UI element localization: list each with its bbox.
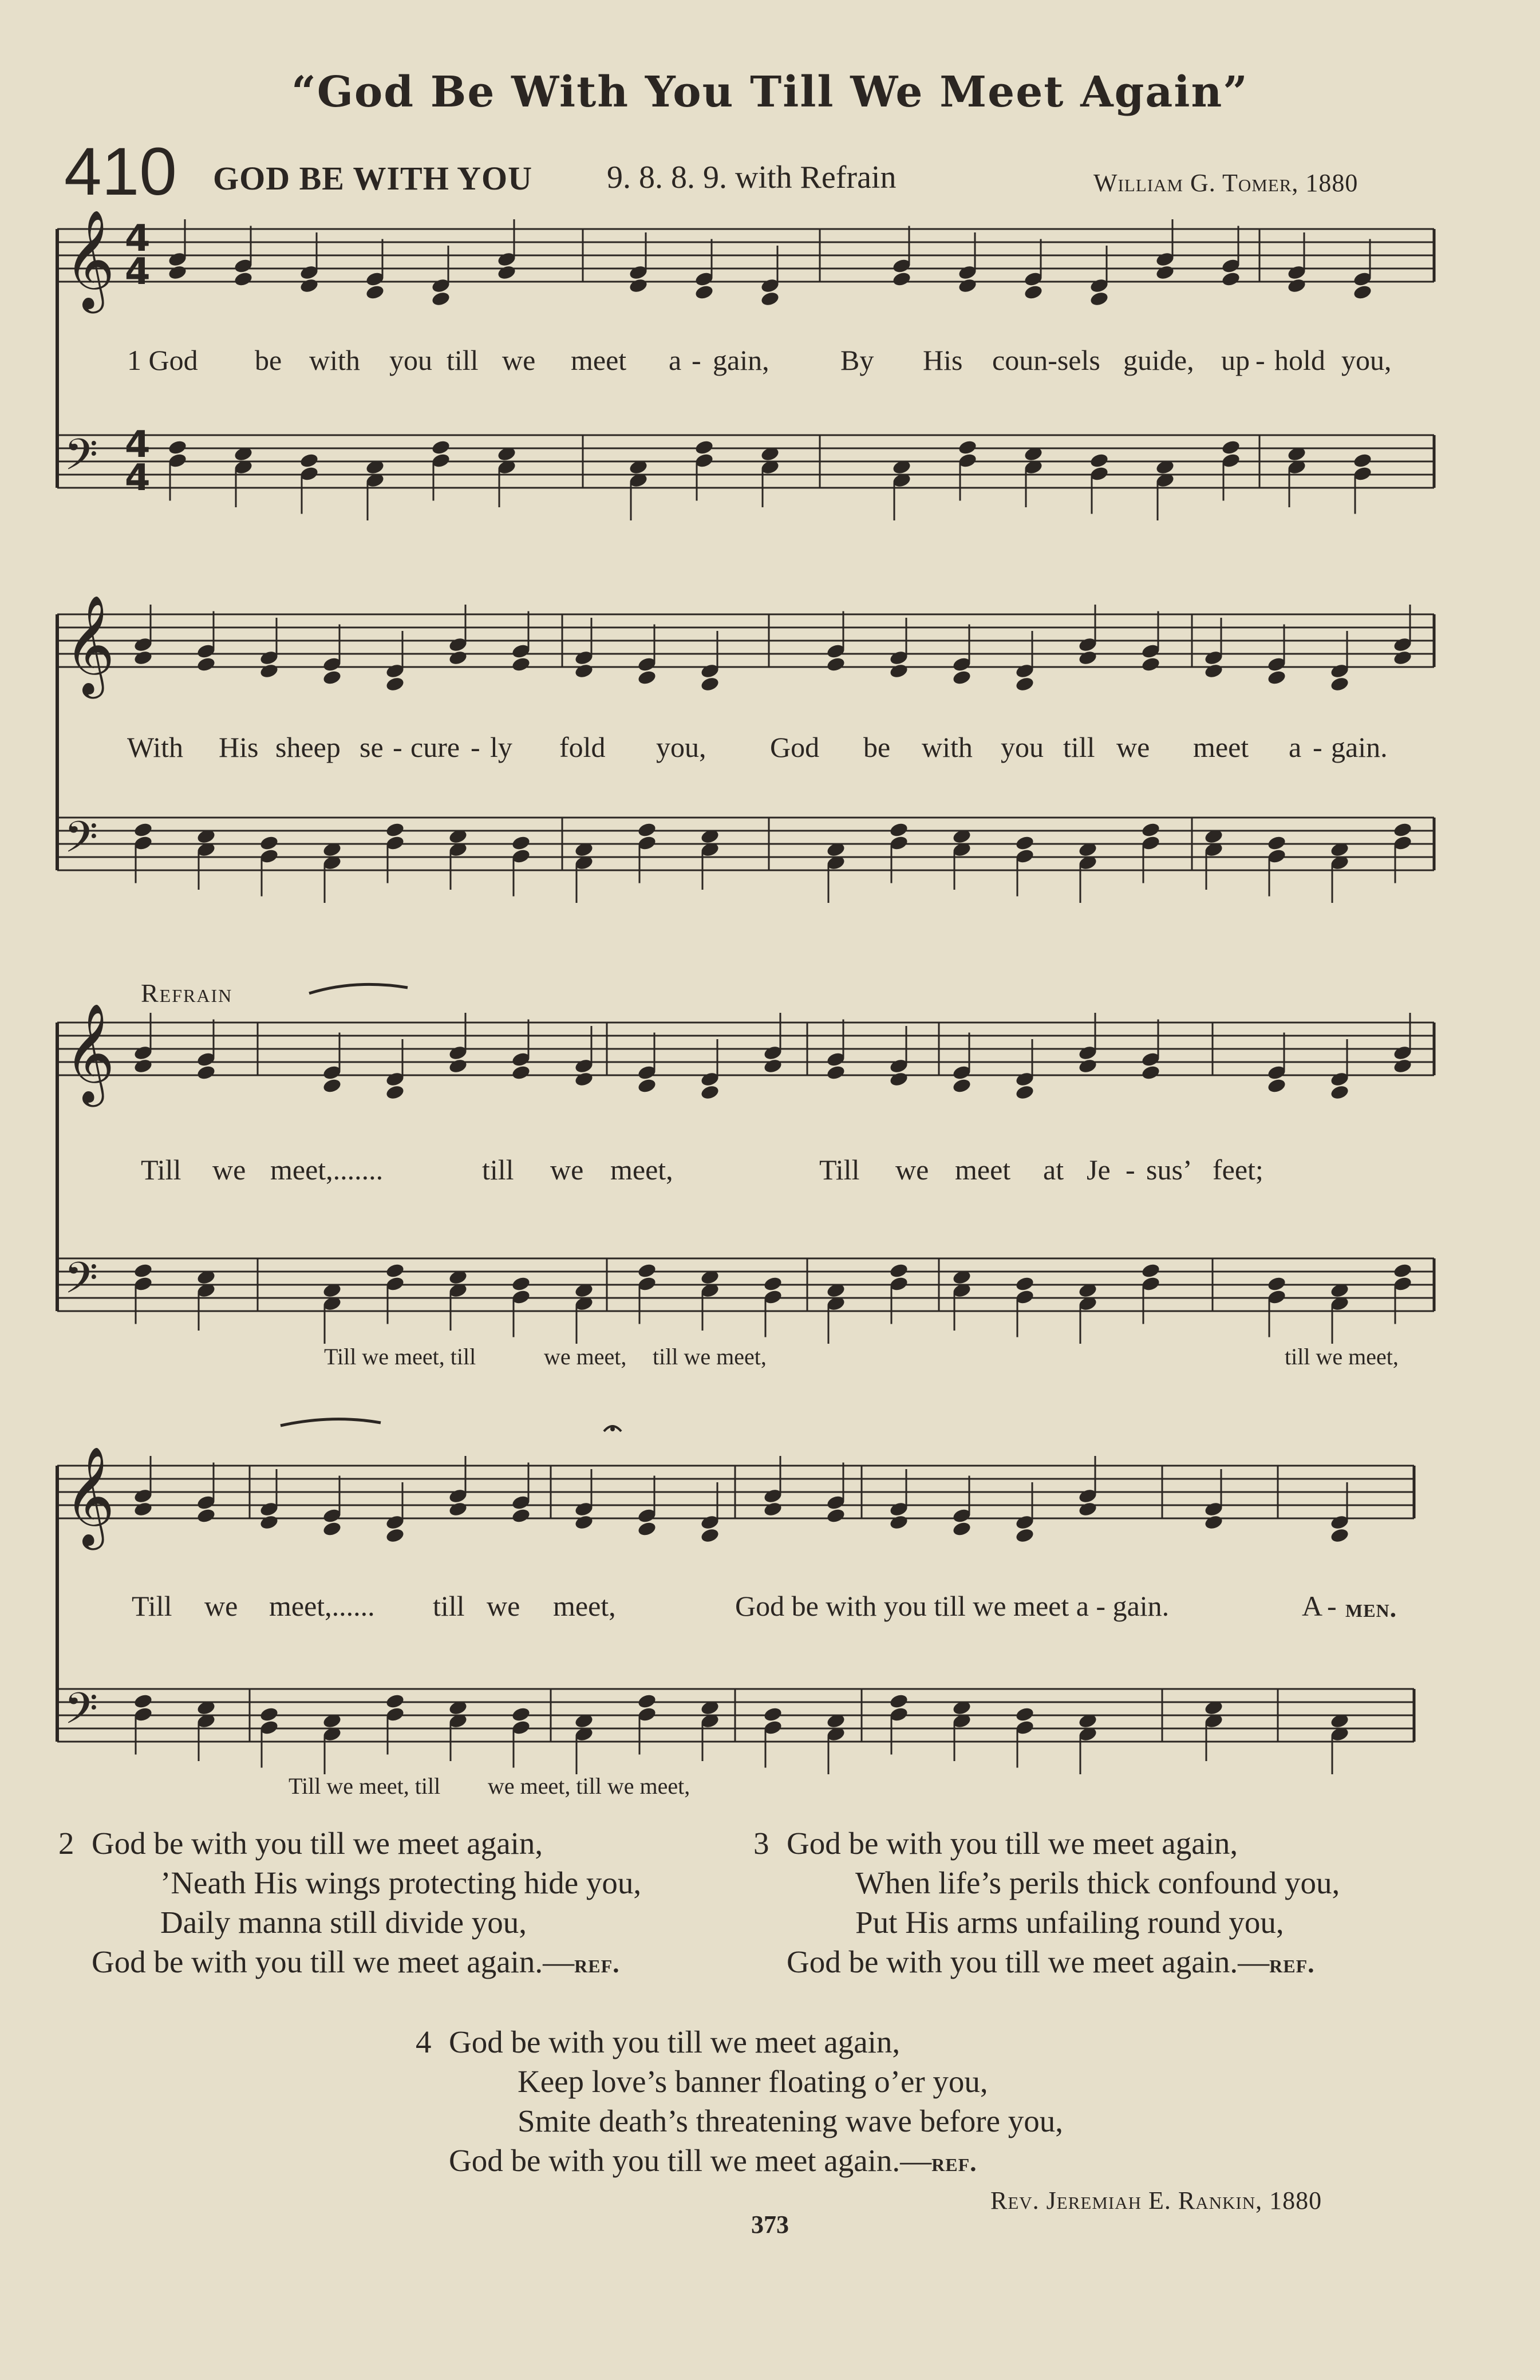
- verse-number: 3: [753, 1826, 769, 1861]
- lyric-syllable: we: [502, 344, 536, 376]
- lyric-syllable: sus’: [1146, 1154, 1192, 1186]
- note-head: [1014, 676, 1034, 692]
- echo-text: till we meet,: [1285, 1344, 1399, 1369]
- note-head: [700, 1084, 720, 1100]
- note-head: [889, 1514, 909, 1530]
- note-head: [385, 676, 405, 692]
- lyric-syllable: coun-sels: [992, 344, 1100, 376]
- note-head: [1392, 822, 1412, 838]
- note-head: [322, 669, 342, 686]
- fermata-dot: [610, 1427, 615, 1431]
- note-head: [574, 1071, 594, 1087]
- note-head: [1077, 1057, 1097, 1074]
- author-credit: Rev. Jeremiah E. Rankin, 1880: [990, 2186, 1322, 2215]
- note-head: [322, 1077, 342, 1094]
- lyric-syllable: we: [550, 1154, 584, 1186]
- note-head: [826, 656, 846, 673]
- lyric-syllable: -: [692, 344, 701, 376]
- verse-line: God be with you till we meet again,: [449, 2024, 901, 2059]
- note-head: [628, 277, 648, 294]
- lyric-syllable: we: [204, 1590, 238, 1622]
- note-head: [167, 439, 187, 456]
- note-head: [1392, 1262, 1412, 1279]
- treble-clef-icon: 𝄞: [64, 1446, 115, 1546]
- lyric-syllable: With: [127, 731, 183, 763]
- lyric-syllable: at: [1043, 1154, 1064, 1186]
- lyric-syllable: cure: [410, 731, 460, 763]
- lyric-syllable: God: [770, 731, 820, 763]
- lyric-syllable: meet,: [553, 1590, 616, 1622]
- refrain-ref: ref.: [1269, 1949, 1315, 1978]
- lyric-syllable: By: [840, 344, 874, 376]
- note-head: [511, 656, 531, 673]
- note-head: [1077, 649, 1097, 666]
- note-head: [133, 1262, 153, 1279]
- note-head: [133, 1693, 153, 1710]
- note-head: [889, 1693, 909, 1710]
- note-head: [763, 1706, 783, 1723]
- lyric-syllable: -: [1327, 1590, 1337, 1622]
- lyric-syllable: we: [487, 1590, 520, 1622]
- note-head: [637, 1262, 657, 1279]
- lyric-syllable: God be with you till we meet a - gain.: [735, 1590, 1170, 1622]
- note-head: [448, 1057, 468, 1074]
- note-head: [496, 264, 516, 281]
- note-head: [637, 822, 657, 838]
- note-head: [1221, 271, 1241, 287]
- bass-clef-icon: 𝄢: [64, 1683, 98, 1744]
- lyric-syllable: -: [1255, 344, 1265, 376]
- note-head: [951, 1521, 972, 1537]
- refrain-label: Refrain: [141, 978, 233, 1008]
- lyric-syllable: till: [433, 1590, 465, 1622]
- lyric-syllable: you,: [656, 731, 706, 763]
- note-head: [574, 662, 594, 679]
- verse-line-text: God be with you till we meet again.—: [787, 1944, 1270, 1979]
- lyric-syllable: we: [1116, 731, 1150, 763]
- note-head: [694, 439, 714, 456]
- lyric-syllable: meet,......: [269, 1590, 375, 1622]
- note-head: [448, 1501, 468, 1517]
- note-head: [1203, 1514, 1223, 1530]
- note-head: [760, 290, 780, 307]
- note-head: [167, 264, 187, 281]
- hymn-number: 410: [64, 134, 177, 210]
- lyric-syllable: guide,: [1123, 344, 1194, 376]
- note-head: [385, 1084, 405, 1100]
- note-head: [1077, 1501, 1097, 1517]
- lyric-syllable: men.: [1345, 1593, 1397, 1623]
- note-head: [1221, 439, 1241, 456]
- note-head: [1286, 277, 1306, 294]
- treble-clef-icon: 𝄞: [64, 595, 115, 694]
- note-head: [365, 284, 385, 301]
- note-head: [694, 284, 714, 301]
- verse-3: [753, 1824, 1340, 1983]
- note-head: [889, 1071, 909, 1087]
- note-head: [637, 1077, 657, 1094]
- lyric-syllable: gain.: [1331, 731, 1388, 763]
- lyric-syllable: gain,: [713, 344, 769, 376]
- note-head: [1023, 284, 1043, 301]
- ts-treble-bottom: 4: [125, 251, 151, 293]
- note-head: [1014, 1527, 1034, 1544]
- note-head: [1266, 669, 1286, 686]
- note-head: [431, 439, 451, 456]
- echo-text: Till we meet, till: [324, 1344, 476, 1369]
- ts-bass-top: 4: [125, 424, 151, 466]
- note-head: [637, 1521, 657, 1537]
- lyric-syllable: A: [1302, 1590, 1323, 1622]
- note-head: [1140, 1262, 1160, 1279]
- note-head: [1014, 1276, 1034, 1292]
- note-head: [448, 649, 468, 666]
- treble-clef-icon: 𝄞: [64, 1003, 115, 1103]
- note-head: [259, 835, 279, 851]
- lyric-syllable: till: [447, 344, 479, 376]
- lyric-syllable: hold: [1274, 344, 1325, 376]
- note-head: [385, 1262, 405, 1279]
- lyric-syllable: feet;: [1213, 1154, 1263, 1186]
- note-head: [763, 1276, 783, 1292]
- lyric-syllable: fold: [559, 731, 606, 763]
- lyric-syllable: Till: [819, 1154, 860, 1186]
- lyric-syllable: till: [1063, 731, 1095, 763]
- bass-clef-icon: 𝄢: [64, 812, 98, 873]
- note-head: [574, 1514, 594, 1530]
- refrain-ref: ref.: [574, 1949, 620, 1978]
- lyric-syllable: meet,.......: [270, 1154, 384, 1186]
- note-head: [133, 822, 153, 838]
- echo-text: Till we meet, till: [289, 1773, 441, 1799]
- verse-line: [92, 1942, 641, 1983]
- note-head: [637, 669, 657, 686]
- lyric-syllable: Till: [141, 1154, 181, 1186]
- lyric-syllable: 1 God: [127, 344, 198, 376]
- echo-text: we meet,: [544, 1344, 627, 1369]
- verse-number: 4: [416, 2024, 432, 2059]
- lyric-syllable: -: [1126, 1154, 1135, 1186]
- note-head: [511, 1064, 531, 1081]
- lyric-syllable: Je: [1087, 1154, 1111, 1186]
- note-head: [299, 452, 319, 469]
- lyric-syllable: you: [1001, 731, 1044, 763]
- note-head: [1266, 835, 1286, 851]
- verse-4: [416, 2022, 1064, 2182]
- note-head: [1266, 1077, 1286, 1094]
- lyric-syllable: ly: [490, 731, 512, 763]
- note-head: [259, 662, 279, 679]
- note-head: [889, 822, 909, 838]
- note-head: [299, 277, 319, 294]
- verse-line: Daily manna still divide you,: [160, 1905, 527, 1940]
- lyric-syllable: meet: [571, 344, 627, 376]
- lyric-syllable: a: [1289, 731, 1302, 763]
- note-head: [1014, 1084, 1034, 1100]
- lyric-syllable: with: [309, 344, 360, 376]
- note-head: [1329, 1527, 1349, 1544]
- composer-credit: William G. Tomer, 1880: [1093, 169, 1359, 197]
- note-head: [511, 1706, 531, 1723]
- note-head: [1329, 1084, 1349, 1100]
- note-head: [889, 1262, 909, 1279]
- verse-2: [58, 1824, 642, 1983]
- lyric-syllable: up: [1221, 344, 1250, 376]
- note-head: [951, 669, 972, 686]
- lyric-syllable: till: [482, 1154, 514, 1186]
- verse-line: ’Neath His wings protecting hide you,: [160, 1865, 642, 1900]
- note-head: [385, 822, 405, 838]
- lyric-syllable: meet: [1193, 731, 1249, 763]
- hymn-title: “God Be With You Till We Meet Again”: [291, 68, 1249, 117]
- ts-treble-top: 4: [125, 218, 151, 260]
- note-head: [763, 1501, 783, 1517]
- echo-text: we meet, till we meet,: [488, 1773, 690, 1799]
- note-head: [133, 1057, 153, 1074]
- ts-bass-bottom: 4: [125, 457, 151, 499]
- verse-line: God be with you till we meet again,: [92, 1826, 543, 1861]
- lyric-syllable: sheep: [275, 731, 341, 763]
- note-head: [196, 1507, 216, 1524]
- note-head: [763, 1057, 783, 1074]
- verse-line: When life’s perils thick confound you,: [855, 1865, 1340, 1900]
- verse-line: [449, 2141, 1063, 2182]
- note-head: [511, 1276, 531, 1292]
- lyric-syllable: we: [212, 1154, 246, 1186]
- note-head: [133, 1501, 153, 1517]
- lyric-syllable: be: [863, 731, 891, 763]
- lyric-syllable: meet: [955, 1154, 1011, 1186]
- slur: [281, 1419, 381, 1426]
- treble-clef-icon: 𝄞: [64, 210, 115, 309]
- note-head: [385, 1693, 405, 1710]
- note-head: [826, 1064, 846, 1081]
- page-number: 373: [751, 2211, 789, 2239]
- lyric-syllable: meet,: [610, 1154, 673, 1186]
- tune-name: GOD BE WITH YOU: [213, 160, 533, 197]
- bass-clef-icon: 𝄢: [64, 1253, 98, 1314]
- note-head: [1089, 452, 1109, 469]
- note-head: [133, 649, 153, 666]
- note-head: [700, 676, 720, 692]
- note-head: [1140, 1064, 1160, 1081]
- lyric-syllable: we: [895, 1154, 929, 1186]
- note-head: [1329, 676, 1349, 692]
- note-head: [889, 662, 909, 679]
- note-head: [637, 1693, 657, 1710]
- note-head: [1266, 1276, 1286, 1292]
- note-head: [1014, 1706, 1034, 1723]
- lyric-syllable: you: [389, 344, 432, 376]
- note-head: [259, 1706, 279, 1723]
- note-head: [957, 439, 977, 456]
- note-head: [385, 1527, 405, 1544]
- lyric-syllable: se: [360, 731, 384, 763]
- lyric-syllable: -: [1313, 731, 1322, 763]
- note-head: [700, 1527, 720, 1544]
- note-head: [1203, 662, 1223, 679]
- lyric-syllable: His: [923, 344, 963, 376]
- note-head: [1155, 264, 1175, 281]
- verse-line: God be with you till we meet again,: [787, 1826, 1238, 1861]
- note-head: [826, 1507, 846, 1524]
- note-head: [1352, 284, 1372, 301]
- note-head: [1014, 835, 1034, 851]
- note-head: [196, 656, 216, 673]
- note-head: [322, 1521, 342, 1537]
- note-head: [259, 1514, 279, 1530]
- note-head: [1392, 649, 1412, 666]
- note-head: [511, 835, 531, 851]
- note-head: [951, 1077, 972, 1094]
- note-head: [1140, 822, 1160, 838]
- note-head: [1089, 290, 1109, 307]
- meter: 9. 8. 8. 9. with Refrain: [607, 160, 897, 195]
- note-head: [511, 1507, 531, 1524]
- lyric-syllable: -: [393, 731, 402, 763]
- verse-line-text: God be with you till we meet again.—: [449, 2143, 932, 2178]
- verse-line-text: God be with you till we meet again.—: [92, 1944, 575, 1979]
- note-head: [957, 277, 977, 294]
- note-head: [431, 290, 451, 307]
- note-head: [891, 271, 911, 287]
- verse-line: Smite death’s threatening wave before you,: [518, 2103, 1064, 2138]
- bass-clef-icon: 𝄢: [64, 429, 98, 491]
- verse-line: Keep love’s banner floating o’er you,: [518, 2064, 988, 2099]
- note-head: [233, 271, 253, 287]
- lyric-syllable: a: [669, 344, 682, 376]
- note-head: [196, 1064, 216, 1081]
- verse-number: 2: [58, 1826, 74, 1861]
- note-head: [1140, 656, 1160, 673]
- lyric-syllable: you,: [1341, 344, 1392, 376]
- lyric-syllable: with: [922, 731, 973, 763]
- note-head: [1392, 1057, 1412, 1074]
- lyric-syllable: Till: [132, 1590, 172, 1622]
- refrain-ref: ref.: [931, 2148, 977, 2177]
- lyric-syllable: -: [471, 731, 480, 763]
- note-head: [1352, 452, 1372, 469]
- verse-line: Put His arms unfailing round you,: [855, 1905, 1284, 1940]
- lyric-syllable: be: [255, 344, 282, 376]
- verse-line: [787, 1942, 1340, 1983]
- slur: [309, 984, 408, 993]
- lyric-syllable: His: [219, 731, 259, 763]
- echo-text: till we meet,: [653, 1344, 767, 1369]
